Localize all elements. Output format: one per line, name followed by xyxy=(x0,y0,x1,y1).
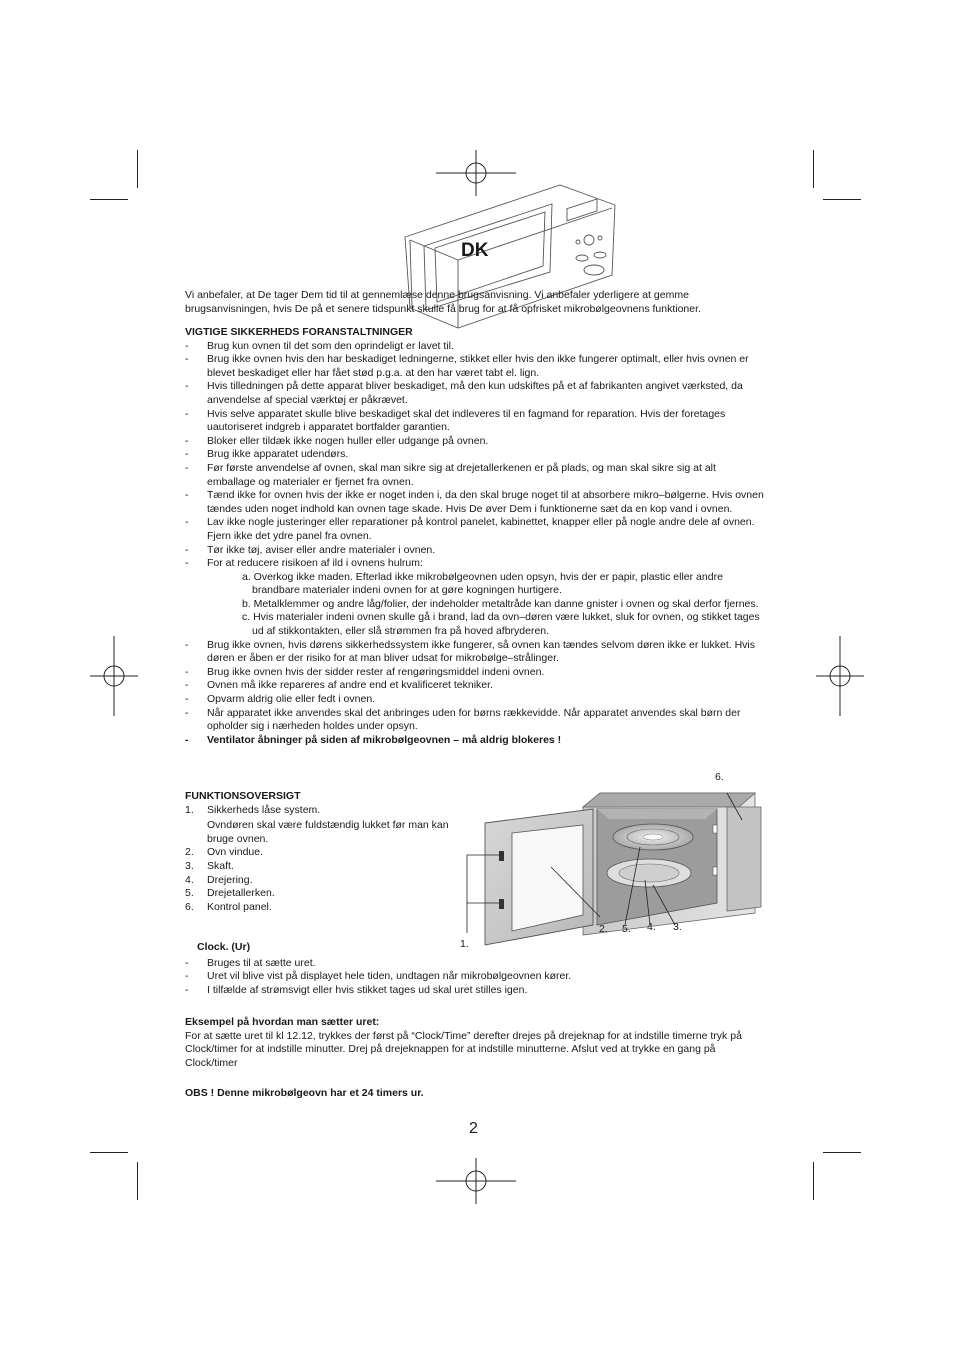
figure-label-1: 1. xyxy=(460,938,469,950)
sub-list-item: b. Metalklemmer og andre låg/folier, der indeholder metaltråde kan danne gnister i ovnen og skal derfor fjernes. xyxy=(242,597,759,610)
overview-section xyxy=(185,790,450,914)
clock-heading: Clock. (Ur) xyxy=(197,941,251,953)
list-item: - Brug ikke ovnen hvis den har beskadiget ledningerne, stikket eller hvis den ikke fungerer optimalt, eller hvis ovnen er blevet beskadiget eller har fået stød p.g.a. at den har været tabt el. lign. xyxy=(185,353,765,380)
item-text: Sikkerheds låse system. xyxy=(207,803,321,816)
figure-label-6: 6. xyxy=(715,771,724,783)
list-item: - Ovnen må ikke repareres af andre end et kvalificeret tekniker. xyxy=(185,679,765,693)
crop-mark xyxy=(137,150,138,188)
list-item: - Lav ikke nogle justeringer eller reparationer på kontrol panelet, kabinettet, knapper eller på nogle andre dele af ovnen. Fjern ikke det ydre panel fra ovnen. xyxy=(185,516,765,543)
safety-heading: VIGTIGE SIKKERHEDS FORANSTALTNINGER xyxy=(185,326,413,338)
list-item: - Brug ikke apparatet udendørs. xyxy=(185,448,765,462)
figure-label-4: 4. xyxy=(647,921,656,933)
item-text: Kontrol panel. xyxy=(207,900,272,913)
item-number: 2. xyxy=(185,846,194,859)
item-text: Drejering. xyxy=(207,873,253,886)
registration-mark xyxy=(436,1158,516,1204)
list-item: - Uret vil blive vist på displayet hele tiden, undtagen når mikrobølgeovnen kører. xyxy=(185,970,765,984)
list-item xyxy=(185,846,450,860)
item-number: 1. xyxy=(185,803,194,816)
list-item: - Hvis selve apparatet skulle blive beskadiget skal det indleveres til en fagmand for reparation. Hvis der foretages uautoriseret indgreb i apparatet bortfalder garantien. xyxy=(185,408,765,435)
language-code: DK xyxy=(461,240,489,261)
list-item xyxy=(185,804,450,847)
crop-mark xyxy=(90,1152,128,1153)
safety-list-continued xyxy=(185,639,765,748)
list-item xyxy=(185,874,450,888)
item-number: 3. xyxy=(185,859,194,872)
item-number: 4. xyxy=(185,873,194,886)
list-item xyxy=(185,860,450,874)
sub-list-item: a. Overkog ikke maden. Efterlad ikke mikrobølgeovnen uden opsyn, hvis der er papir, plastic eller andre brandbare materialer indeni ovnen for at gøre kogningen hurtigere. xyxy=(242,570,723,597)
clock-list xyxy=(185,957,765,998)
list-item xyxy=(185,901,450,915)
registration-mark xyxy=(90,636,138,716)
safety-list xyxy=(185,340,765,571)
list-item: - Før første anvendelse af ovnen, skal man sikre sig at drejetallerkenen er på plads, og man skal sikre sig at alt emballage og materialer er fjernet fra ovnen. xyxy=(185,462,765,489)
clock-section xyxy=(185,941,765,997)
example-heading: Eksempel på hvordan man sætter uret: xyxy=(185,1016,380,1028)
figure-label-3: 3. xyxy=(673,921,682,933)
list-item: - For at reducere risikoen af ild i ovnens hulrum: xyxy=(185,557,765,571)
item-note: Ovndøren skal være fuldstændig lukket før man kan bruge ovnen. xyxy=(207,819,449,845)
list-item: - Bloker eller tildæk ikke nogen huller eller udgange på ovnen. xyxy=(185,435,765,449)
registration-mark xyxy=(816,636,864,716)
overview-list xyxy=(185,804,450,915)
list-item: - Brug kun ovnen til det som den oprindeligt er lavet til. xyxy=(185,340,765,354)
ventilation-warning: - Ventilator åbninger på siden af mikrobølgeovnen – må aldrig blokeres ! xyxy=(185,734,765,748)
figure-label-5: 5. xyxy=(622,923,631,935)
fire-risk-sublist xyxy=(185,571,765,639)
crop-mark xyxy=(137,1162,138,1200)
example-text: For at sætte uret til kl 12.12, trykkes der først på “Clock/Time” derefter drejes på drejeknap for at indstille timerne tryk på Clock/timer for at indstille minutter. Drej på drejeknappen for at indstille minutterne. Afslut ved at trykke en gang på Clock/timer xyxy=(185,1029,742,1069)
list-item: - Brug ikke ovnen, hvis dørens sikkerhedssystem ikke fungerer, så ovnen kan tændes selvom døren ikke er lukket. Hvis døren er åben er der risiko for at man bliver udsat for mikrobølge–strålinger. xyxy=(185,639,765,666)
item-text: Skaft. xyxy=(207,859,234,872)
item-number: 6. xyxy=(185,900,194,913)
list-item: - Når apparatet ikke anvendes skal det anbringes uden for børns rækkevidde. Når apparatet anvendes skal børn der opholder sig i nærheden holdes under opsyn. xyxy=(185,707,765,734)
crop-mark xyxy=(813,1162,814,1200)
crop-mark xyxy=(90,199,128,200)
list-item: - Bruges til at sætte uret. xyxy=(185,957,765,971)
sub-list-item: c. Hvis materialer indeni ovnen skulle gå i brand, lad da ovn–døren være lukket, sluk for ovnen, og stikket tages ud af stikkontakten, eller slå strømmen fra på hoved afbryderen. xyxy=(242,611,760,638)
overview-heading: FUNKTIONSOVERSIGT xyxy=(185,790,301,802)
list-item: - Tør ikke tøj, aviser eller andre materialer i ovnen. xyxy=(185,544,765,558)
item-text: Drejetallerken. xyxy=(207,887,275,900)
item-text: Ovn vindue. xyxy=(207,846,264,859)
page-number: 2 xyxy=(469,1120,478,1137)
note-text: OBS ! Denne mikrobølgeovn har et 24 timers ur. xyxy=(185,1087,424,1099)
crop-mark xyxy=(823,199,861,200)
intro-paragraph: Vi anbefaler, at De tager Dem tid til at gennemlæse denne brugsanvisning. Vi anbefaler yderligere at gemme brugsanvisningen, hvis De på et senere tidspunkt skulle få brug for at få opfrisket mikrobølgeovnens funktioner. xyxy=(185,289,701,315)
crop-mark xyxy=(823,1152,861,1153)
item-number: 5. xyxy=(185,887,194,900)
list-item: - Opvarm aldrig olie eller fedt i ovnen. xyxy=(185,693,765,707)
list-item: - I tilfælde af strømsvigt eller hvis stikket tages ud skal uret stilles igen. xyxy=(185,984,765,998)
microwave-diagram xyxy=(455,785,770,950)
list-item: - Tænd ikke for ovnen hvis der ikke er noget inden i, da den skal bruge noget til at absorbere mikro–bølgerne. Hvis ovnen tændes uden noget indhold kan ovnen tage skade. Hvis De øver Dem i funktionerne sæt da en kop vand i ovnen. xyxy=(185,489,765,516)
list-item xyxy=(185,887,450,901)
list-item: - Hvis tilledningen på dette apparat bliver beskadiget, må den kun udskiftes på et af fabrikanten angivet værksted, da anvendelse af special værktøj er påkrævet. xyxy=(185,380,765,407)
figure-label-2: 2. xyxy=(599,923,608,935)
example-section xyxy=(185,1016,765,1070)
safety-section xyxy=(185,326,765,747)
list-item: - Brug ikke ovnen hvis der sidder rester af rengøringsmiddel indeni ovnen. xyxy=(185,666,765,680)
crop-mark xyxy=(813,150,814,188)
